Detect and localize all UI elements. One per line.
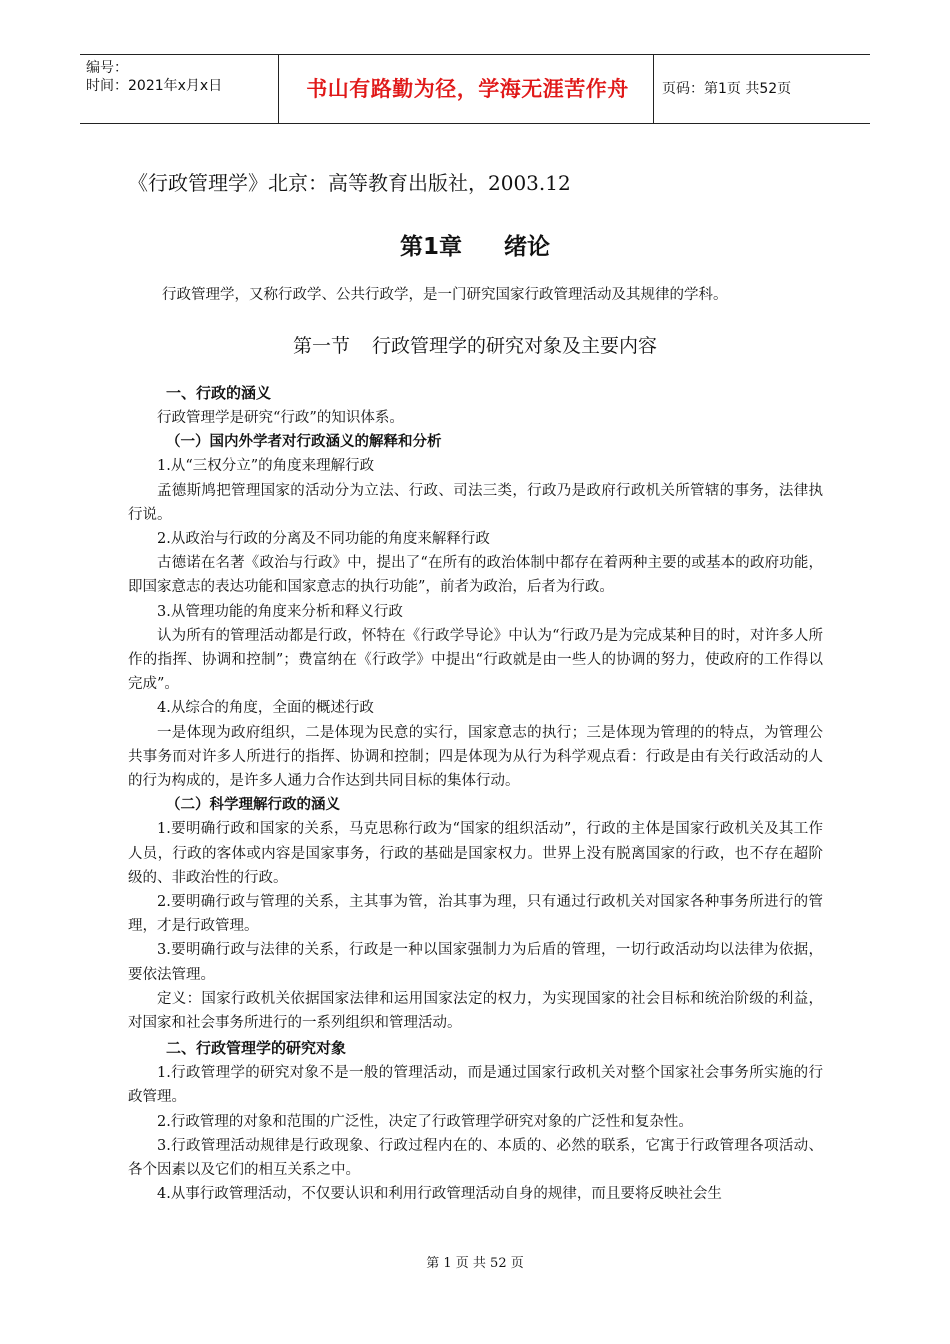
header-meta bbox=[86, 59, 271, 95]
paragraph: 一是体现为政府组织，二是体现为民意的实行，国家意志的执行；三是体现为管理的的特点，为管理公共事务而对许多人所进行的指挥、协调和控制；四是体现为从行为科学观点看：行政是由有关行政活动的人的行为构成的，是许多人通力合作达到共同目标的集体行动。 bbox=[128, 724, 823, 790]
chapter-number: 第1章 bbox=[399, 234, 462, 260]
paragraph: 认为所有的管理活动都是行政，怀特在《行政学导论》中认为“行政乃是为完成某种目的时，对许多人所作的指挥、协调和控制”；费富纳在《行政学》中提出“行政就是由一些人的协调的努力，使政府的工作得以完成”。 bbox=[128, 627, 823, 693]
header-page-label: 页码：第1页 共52页 bbox=[662, 81, 792, 97]
section-name: 行政管理学的研究对象及主要内容 bbox=[372, 335, 658, 357]
paragraph: 3.要明确行政与法律的关系，行政是一种以国家强制力为后盾的管理，一切行政活动均以法律为依据，要依法管理。 bbox=[128, 942, 823, 983]
heading-level-2: （一）国内外学者对行政涵义的解释和分析 bbox=[166, 434, 442, 451]
header-divider bbox=[278, 55, 279, 123]
paragraph: 1.要明确行政和国家的关系，马克思称行政为“国家的组织活动”，行政的主体是国家行政机关及其工作人员，行政的客体或内容是国家事务，行政的基础是国家权力。世界上没有脱离国家的行政，也不存在超阶级的、非政治性的行政。 bbox=[128, 821, 823, 886]
section-number: 第一节 bbox=[292, 335, 350, 357]
chapter-name: 绪论 bbox=[504, 234, 550, 260]
paragraph: 行政管理学是研究“行政”的知识体系。 bbox=[157, 410, 404, 426]
paragraph: 3.从管理功能的角度来分析和释义行政 bbox=[157, 603, 403, 620]
heading-level-2: （二）科学理解行政的涵义 bbox=[166, 797, 340, 814]
section-title bbox=[0, 331, 950, 358]
body-text bbox=[128, 380, 823, 1207]
paragraph: 2.要明确行政与管理的关系，主其事为管，治其事为理，只有通过行政机关对国家各种事务所进行的管理，才是行政管理。 bbox=[128, 894, 823, 935]
paragraph: 2.从政治与行政的分离及不同功能的角度来解释行政 bbox=[157, 531, 490, 548]
paragraph: 4.从事行政管理活动，不仅要认识和利用行政管理活动自身的规律，而且要将反映社会生 bbox=[157, 1186, 722, 1203]
paragraph: 3.行政管理活动规律是行政现象、行政过程内在的、本质的、必然的联系，它寓于行政管理各项活动、各个因素以及它们的相互关系之中。 bbox=[128, 1137, 823, 1179]
paragraph: 2.行政管理的对象和范围的广泛性，决定了行政管理学研究对象的广泛性和复杂性。 bbox=[157, 1113, 693, 1130]
header-motto: 书山有路勤为径，学海无涯苦作舟 bbox=[306, 77, 629, 101]
page-footer: 第 1 页 共 52 页 bbox=[426, 1256, 524, 1271]
paragraph: 1.行政管理学的研究对象不是一般的管理活动，而是通过国家行政机关对整个国家社会事务所实施的行政管理。 bbox=[128, 1065, 823, 1106]
paragraph: 定义：国家行政机关依据国家法律和运用国家法定的权力，为实现国家的社会目标和统治阶级的利益，对国家和社会事务所进行的一系列组织和管理活动。 bbox=[128, 990, 823, 1032]
paragraph: 孟德斯鸠把管理国家的活动分为立法、行政、司法三类，行政乃是政府行政机关所管辖的事务，法律执行说。 bbox=[128, 482, 823, 523]
source-citation: 《行政管理学》北京：高等教育出版社，2003.12 bbox=[128, 171, 571, 195]
document-header bbox=[80, 54, 870, 124]
heading-level-1: 一、行政的涵义 bbox=[166, 384, 272, 402]
header-divider bbox=[653, 55, 654, 123]
chapter-title bbox=[0, 228, 950, 261]
paragraph: 4.从综合的角度，全面的概述行政 bbox=[157, 700, 374, 717]
paragraph: 古德诺在名著《政治与行政》中，提出了“在所有的政治体制中都存在着两种主要的或基本的政府功能，即国家意志的表达功能和国家意志的执行功能”，前者为政治，后者为行政。 bbox=[128, 555, 823, 596]
paragraph: 1.从“三权分立”的角度来理解行政 bbox=[157, 458, 375, 475]
time-label: 时间：2021年x月x日 bbox=[86, 78, 223, 94]
number-label: 编号： bbox=[86, 60, 128, 76]
heading-level-1: 二、行政管理学的研究对象 bbox=[166, 1039, 347, 1058]
chapter-intro: 行政管理学，又称行政学、公共行政学，是一门研究国家行政管理活动及其规律的学科。 bbox=[162, 287, 728, 303]
